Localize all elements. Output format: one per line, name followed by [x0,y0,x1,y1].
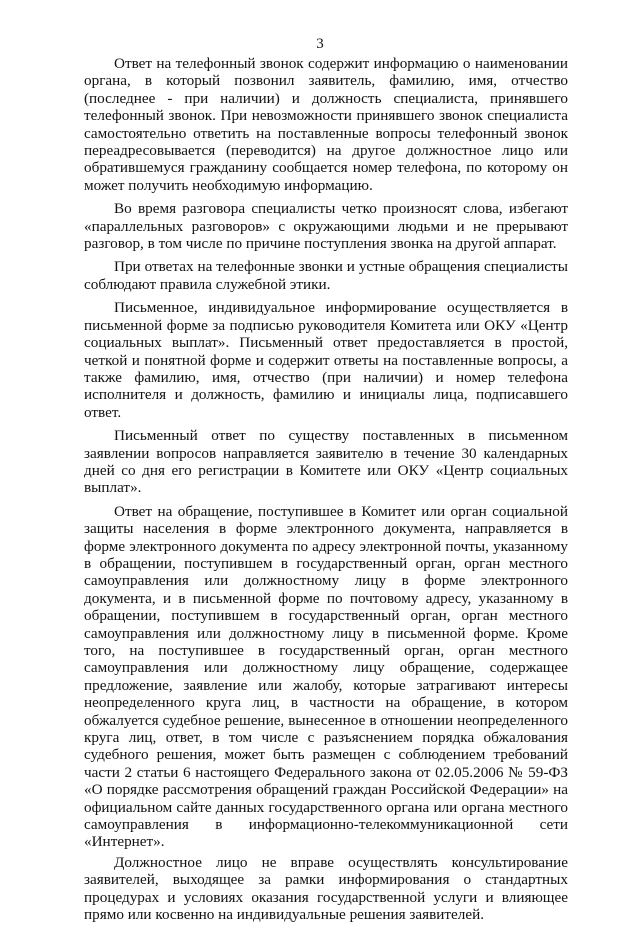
document-body [84,55,568,930]
paragraph-electronic-answer: Ответ на обращение, поступившее в Комитет или орган социальной защиты населения в форме электронного документа, направляется в форме электронного документа по адресу электронной почты, указанному в обращении, поступившем в государственный орган, орган местного самоуправления или должностному лицу в форме электронного документа, и в письменной форме по почтовому адресу, указанному в обращении, поступившем в государственный орган, орган местного самоуправления или должностному лицу в письменной форме. Кроме того, на поступившее в государственный орган, орган местного самоуправления или должностному лицу обращение, содержащее предложение, заявление или жалобу, которые затрагивают интересы неопределенного круга лиц, в частности на обращение, в котором обжалуется судебное решение, вынесенное в отношении неопределенного круга лиц, ответ, в том числе с разъяснением порядка обжалования судебного решения, может быть размещен с соблюдением требований части 2 статьи 6 настоящего Федерального закона от 02.05.2006 № 59-ФЗ «О порядке рассмотрения обращений граждан Российской Федерации» на официальном сайте данных государственного органа или органа местного самоуправления в информационно-телекоммуникационной сети «Интернет». [84,502,568,851]
page-number: 3 [316,36,324,52]
paragraph-written-answer-deadline: Письменный ответ по существу поставленных в письменном заявлении вопросов направляется заявителю в течение 30 календарных дней со дня его регистрации в Комитете или ОКУ «Центр социальных выплат». [84,427,568,497]
paragraph-official-restriction: Должностное лицо не вправе осуществлять консультирование заявителей, выходящее за рамки информирования о стандартных процедурах и условиях оказания государственной услуги и влияющее прямо или косвенно на индивидуальные решения заявителей. [84,853,568,924]
paragraph-phone-answer: Ответ на телефонный звонок содержит информацию о наименовании органа, в который позвонил заявитель, фамилию, имя, отчество (последнее - при наличии) и должность специалиста, принявшего телефонный звонок. При невозможности принявшего звонок специалиста самостоятельно ответить на поставленные вопросы телефонный звонок переадресовывается (переводится) на другое должностное лицо или обратившемуся гражданину сообщается номер телефона, по которому он может получить необходимую информацию. [84,55,568,194]
paragraph-ethics: При ответах на телефонные звонки и устные обращения специалисты соблюдают правила служебной этики. [84,258,568,293]
paragraph-written-info: Письменное, индивидуальное информирование осуществляется в письменной форме за подписью руководителя Комитета или ОКУ «Центр социальных выплат». Письменный ответ предоставляется в простой, четкой и понятной форме и содержит ответы на поставленные вопросы, а также фамилию, имя, отчество (при наличии) и номер телефона исполнителя и должность, фамилию и инициалы лица, подписавшего ответ. [84,299,568,421]
paragraph-conversation: Во время разговора специалисты четко произносят слова, избегают «параллельных разговоров» с окружающими людьми и не прерывают разговор, в том числе по причине поступления звонка на другой аппарат. [84,200,568,253]
